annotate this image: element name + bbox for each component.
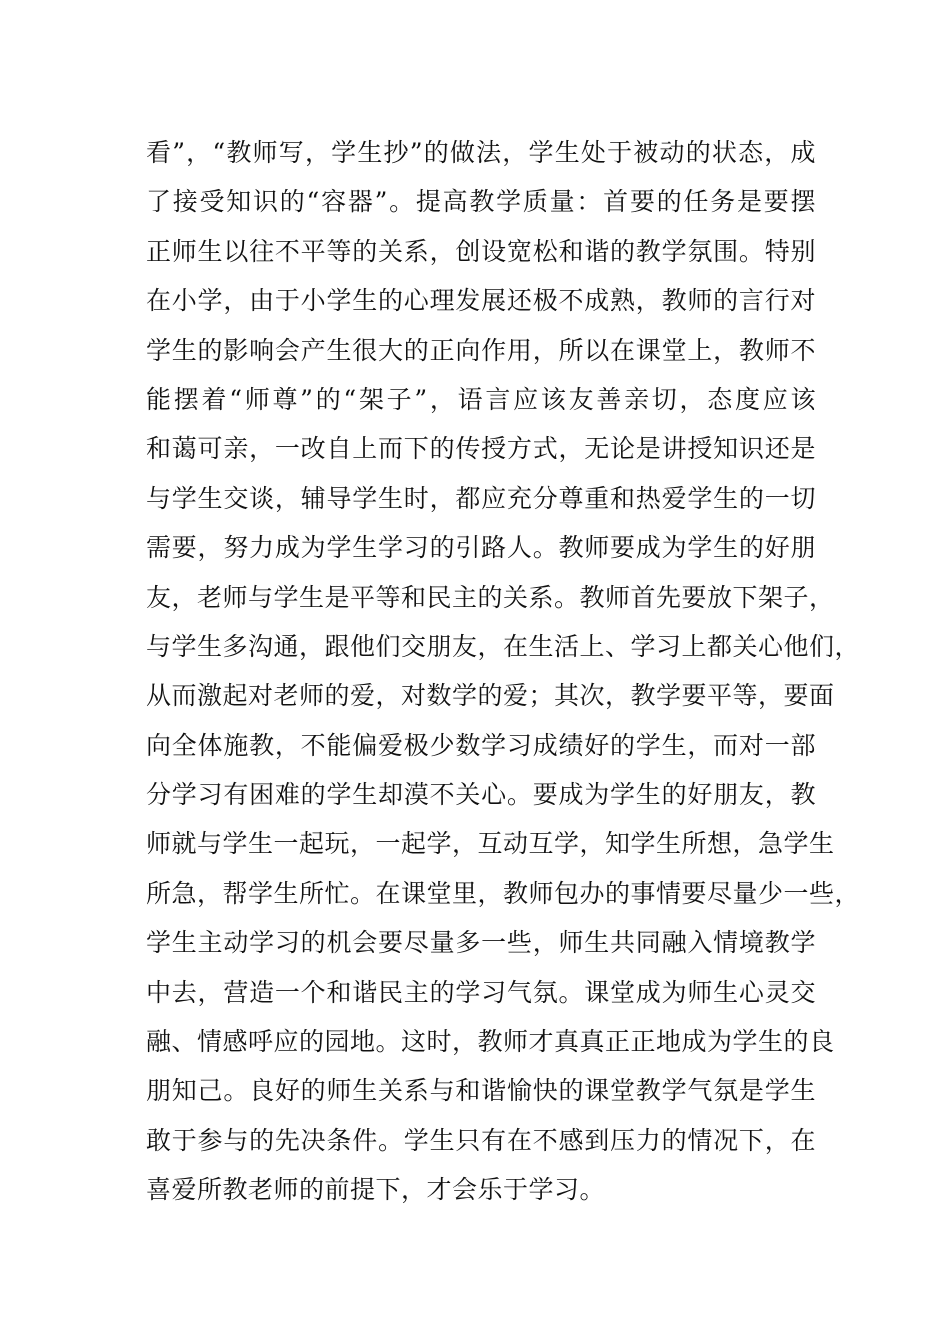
text-line: 正师生以往不平等的关系，创设宽松和谐的教学氛围。特别 — [146, 236, 816, 266]
text-line: 与学生多沟通，跟他们交朋友，在生活上、学习上都关心他们， — [146, 631, 861, 661]
text-line: 从而激起对老师的爱，对数学的爱；其次，教学要平等，要面 — [146, 681, 835, 711]
text-line-last: 喜爱所教老师的前提下，才会乐于学习。 — [146, 1175, 606, 1205]
text-line: 在小学，由于小学生的心理发展还极不成熟，教师的言行对 — [146, 286, 816, 316]
text-line: 融、情感呼应的园地。这时，教师才真真正正地成为学生的良 — [146, 1027, 835, 1057]
text-line: 了接受知识的“容器”。提高教学质量：首要的任务是要摆 — [146, 187, 816, 217]
text-line: 向全体施教，不能偏爱极少数学习成绩好的学生，而对一部 — [146, 730, 816, 760]
text-line: 学生主动学习的机会要尽量多一些，师生共同融入情境教学 — [146, 928, 816, 958]
body-paragraph — [146, 128, 861, 1215]
text-line: 学生的影响会产生很大的正向作用，所以在课堂上，教师不 — [146, 335, 816, 365]
text-line: 敢于参与的先决条件。学生只有在不感到压力的情况下，在 — [146, 1125, 816, 1155]
text-line: 看”，“教师写，学生抄”的做法，学生处于被动的状态，成 — [146, 138, 816, 167]
text-line: 和蔼可亲，一改自上而下的传授方式，无论是讲授知识还是 — [146, 434, 816, 464]
text-line: 师就与学生一起玩，一起学，互动互学，知学生所想，急学生 — [146, 829, 835, 859]
text-line: 能摆着“师尊”的“架子”，语言应该友善亲切，态度应该 — [146, 384, 816, 414]
text-line: 与学生交谈，辅导学生时，都应充分尊重和热爱学生的一切 — [146, 483, 816, 513]
text-line: 朋知己。良好的师生关系与和谐愉快的课堂教学气氛是学生 — [146, 1076, 816, 1106]
text-line: 所急，帮学生所忙。在课堂里，教师包办的事情要尽量少一些， — [146, 878, 861, 908]
text-line: 需要，努力成为学生学习的引路人。教师要成为学生的好朋 — [146, 533, 816, 563]
text-line: 友，老师与学生是平等和民主的关系。教师首先要放下架子， — [146, 582, 835, 612]
text-line: 中去，营造一个和谐民主的学习气氛。课堂成为师生心灵交 — [146, 977, 816, 1007]
text-line: 分学习有困难的学生却漠不关心。要成为学生的好朋友，教 — [146, 780, 816, 810]
